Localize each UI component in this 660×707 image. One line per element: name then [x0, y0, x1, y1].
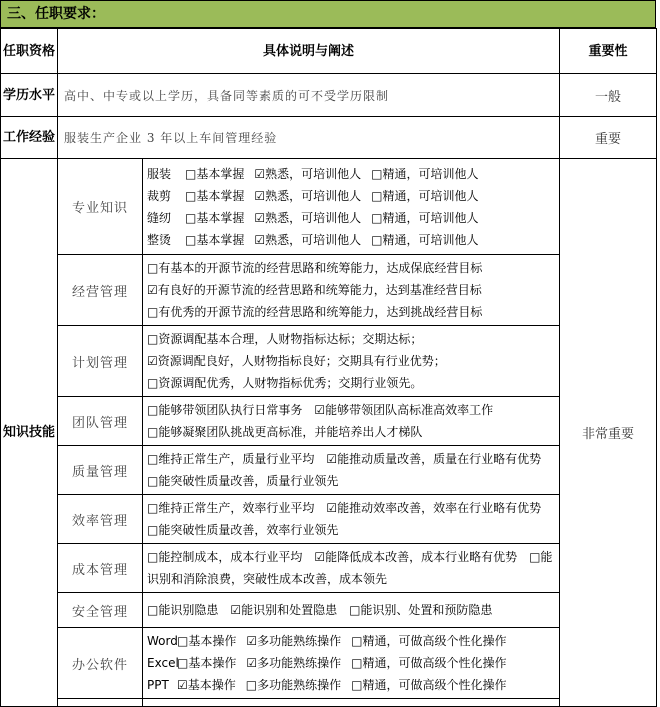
cost-lines: [143, 544, 560, 593]
header-description: 具体说明与阐述: [58, 29, 560, 74]
sub-team: 团队管理: [58, 397, 143, 446]
quality-text: □维持正常生产，质量行业平均 ☑能推动质量改善，质量在行业略有优势 □能突破性质量改善，质量行业领先: [147, 452, 554, 488]
professional-line: 服装 □基本掌握 ☑熟悉，可培训他人 □精通，可培训他人: [147, 166, 479, 181]
operation-lines: [143, 255, 560, 326]
education-desc: 高中、中专或以上学历，具备同等素质的可不受学历限制: [58, 74, 560, 117]
safety-lines: [143, 593, 560, 628]
efficiency-lines: [143, 495, 560, 544]
knowledge-row-safety: [1, 593, 657, 628]
sub-safety: 安全管理: [58, 593, 143, 628]
experience-desc: 服装生产企业 3 年以上车间管理经验: [58, 117, 560, 159]
knowledge-row-quality: [1, 446, 657, 495]
team-lines: [143, 397, 560, 446]
knowledge-row-team: [1, 397, 657, 446]
sub-professional: 专业知识: [58, 159, 143, 255]
office-line: Word□基本操作 ☑多功能熟练操作 □精通，可做高级个性化操作: [147, 634, 507, 648]
planning-lines: [143, 326, 560, 397]
knowledge-row-efficiency: [1, 495, 657, 544]
operation-line: ☑有良好的开源节流的经营思路和统筹能力，达到基准经营目标: [147, 283, 482, 297]
professional-line: 缝纫 □基本掌握 ☑熟悉，可培训他人 □精通，可培训他人: [147, 210, 479, 225]
cost-text: □能控制成本，成本行业平均 ☑能降低成本改善，成本行业略有优势 □能识别和消除浪费，突破性成本改善，成本领先: [147, 550, 553, 586]
planning-line: □资源调配基本合理，人财物指标达标；交期达标；: [147, 332, 423, 346]
education-importance: 一般: [560, 74, 657, 117]
office-line: Excel□基本操作 ☑多功能熟练操作 □精通，可做高级个性化操作: [147, 656, 507, 670]
table-tail-row: [1, 699, 657, 707]
planning-line: ☑资源调配良好，人财物指标良好；交期具有行业优势；: [147, 354, 446, 368]
knowledge-importance: 非常重要: [560, 159, 657, 707]
knowledge-row-office: [1, 628, 657, 699]
operation-line: □有基本的开源节流的经营思路和统筹能力，达成保底经营目标: [147, 261, 483, 275]
sub-quality: 质量管理: [58, 446, 143, 495]
sub-operation: 经营管理: [58, 255, 143, 326]
knowledge-row-operation: [1, 255, 657, 326]
tail-cell: [58, 699, 143, 707]
experience-row: [1, 117, 657, 159]
office-lines: [143, 628, 560, 699]
planning-line: □资源调配优秀，人财物指标优秀；交期行业领先。: [147, 376, 423, 390]
sub-efficiency: 效率管理: [58, 495, 143, 544]
sub-office: 办公软件: [58, 628, 143, 699]
knowledge-row-cost: [1, 544, 657, 593]
tail-cell: [143, 699, 560, 707]
operation-line: □有优秀的开源节流的经营思路和统筹能力，达到挑战经营目标: [147, 305, 483, 319]
team-line: □能够凝聚团队挑战更高标准，并能培养出人才梯队: [147, 425, 423, 439]
quality-lines: [143, 446, 560, 495]
office-line: PPT ☑基本操作 □多功能熟练操作 □精通，可做高级个性化操作: [147, 678, 507, 692]
professional-line: 整烫 □基本掌握 ☑熟悉，可培训他人 □精通，可培训他人: [147, 232, 479, 247]
experience-importance: 重要: [560, 117, 657, 159]
knowledge-label: 知识技能: [1, 159, 58, 707]
efficiency-line: □能突破性质量改善，效率行业领先: [147, 523, 339, 537]
team-line: □能够带领团队执行日常事务 ☑能够带领团队高标准高效率工作: [147, 403, 494, 417]
efficiency-line: □维持正常生产，效率行业平均 ☑能推动效率改善，效率在行业略有优势: [147, 501, 542, 515]
requirements-table: [0, 28, 657, 707]
knowledge-row-professional: [1, 159, 657, 255]
safety-text: □能识别隐患 ☑能识别和处置隐患 □能识别、处置和预防隐患: [147, 603, 493, 617]
header-importance: 重要性: [560, 29, 657, 74]
sub-planning: 计划管理: [58, 326, 143, 397]
education-row: [1, 74, 657, 117]
experience-label: 工作经验: [1, 117, 58, 159]
header-qualification: 任职资格: [1, 29, 58, 74]
professional-line: 裁剪 □基本掌握 ☑熟悉，可培训他人 □精通，可培训他人: [147, 188, 479, 203]
professional-lines: [143, 159, 560, 255]
sub-cost: 成本管理: [58, 544, 143, 593]
header-row: [1, 29, 657, 74]
section-title: 三、任职要求：: [0, 0, 656, 28]
knowledge-row-planning: [1, 326, 657, 397]
education-label: 学历水平: [1, 74, 58, 117]
